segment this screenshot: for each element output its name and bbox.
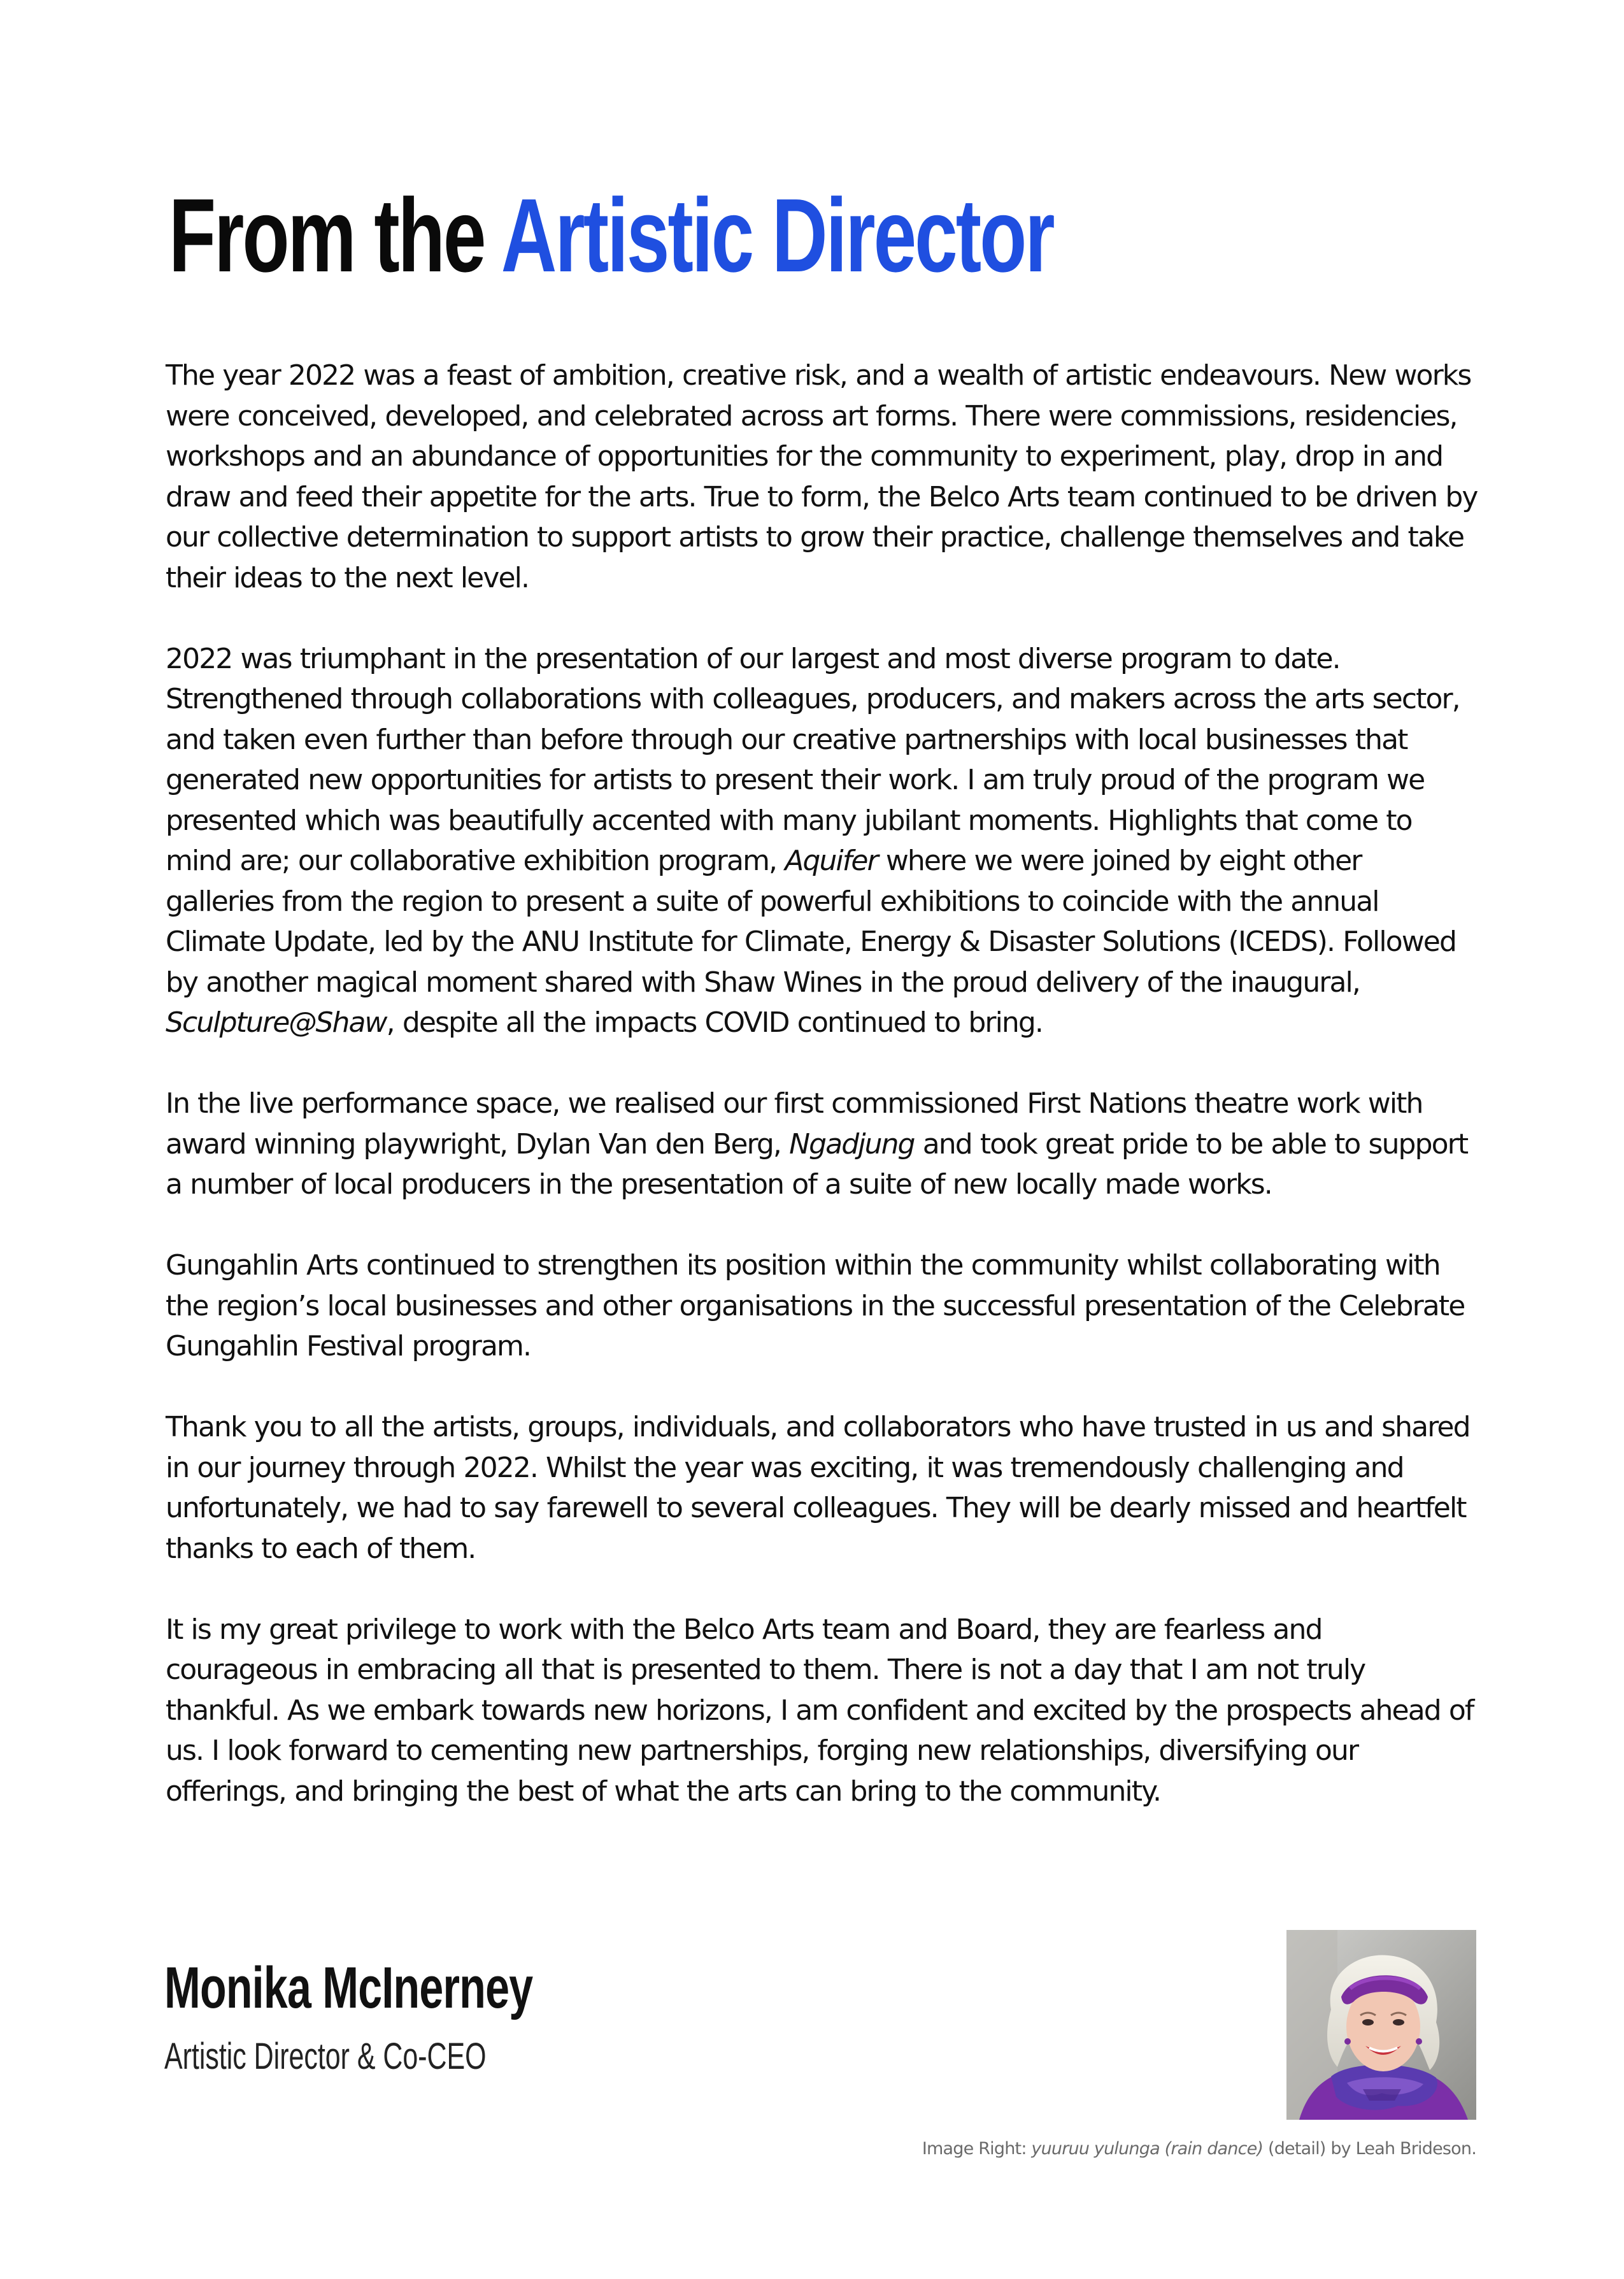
paragraph-2 — [166, 639, 1478, 1043]
paragraph-2-text-a: 2022 was triumphant in the presentation of our largest and most diverse program to date. Strengthened through collaborations with colleagues, producers, and makers across the arts sector, and taken even further than before through our creative partnerships with local businesses that generated new opportunities for artists to present their work. I am truly proud of the program we presented which was beautifully accented with many jubilant moments. Highlights that come to mind are; our collaborative exhibition program, — [166, 642, 1460, 877]
paragraph-2-italic-aquifer: Aquifer — [785, 845, 878, 877]
paragraph-2-text-c: , despite all the impacts COVID continued to bring. — [386, 1006, 1043, 1039]
letter-body — [166, 355, 1478, 1852]
signature-name: Monika McInerney — [164, 1955, 533, 2020]
image-caption — [922, 2138, 1476, 2161]
paragraph-2-italic-sculpture: Sculpture@Shaw — [166, 1006, 387, 1039]
caption-prefix: Image Right: — [922, 2139, 1027, 2159]
paragraph-3-text-a: In the live performance space, we realised our first commissioned First Nations theatre work with award winning playwright, Dylan Van den Berg, — [166, 1087, 1423, 1161]
caption-work-title: yuuruu yulunga (rain dance) — [1031, 2139, 1264, 2159]
paragraph-6: It is my great privilege to work with the Belco Arts team and Board, they are fearless and courageous in embracing all that is presented to them. There is not a day that I am not truly thankful. As we embark towards new horizons, I am confident and excited by the prospects ahead of us. I look forward to cementing new partnerships, forging new relationships, diversifying our offerings, and bringing the best of what the arts can bring to the community. — [166, 1613, 1474, 1808]
paragraph-2-text-b: where we were joined by eight other galleries from the region to present a suite of powerful exhibitions to coincide with the annual Climate Update, led by the ANU Institute for Climate, Energy & Disaster Solutions (ICEDS). Followed by another magical moment shared with Shaw Wines in the proud delivery of the inaugural, — [166, 845, 1457, 999]
paragraph-5: Thank you to all the artists, groups, individuals, and collaborators who have trusted in us and shared in our journey through 2022. Whilst the year was exciting, it was tremendously challenging and unfortunately, we had to say farewell to several colleagues. They will be dearly missed and heartfelt thanks to each of them. — [166, 1411, 1470, 1565]
title-prefix: From the — [169, 177, 485, 294]
paragraph-3-italic-ngadjung: Ngadjung — [789, 1127, 915, 1161]
portrait-illustration — [1286, 1930, 1476, 2120]
paragraph-3 — [166, 1083, 1478, 1205]
signature-role: Artistic Director & Co-CEO — [164, 2036, 487, 2077]
portrait-photo — [1286, 1930, 1476, 2120]
paragraph-1: The year 2022 was a feast of ambition, creative risk, and a wealth of artistic endeavours. New works were conceived, developed, and celebrated across art forms. There were commissions, residencies, workshops and an abundance of opportunities for the community to experiment, play, drop in and draw and feed their appetite for the arts. True to form, the Belco Arts team continued to be driven by our collective determination to support artists to grow their practice, challenge themselves and take their ideas to the next level. — [166, 359, 1478, 594]
paragraph-3-text-b: and took great pride to be able to support a number of local producers in the presentation of a suite of new locally made works. — [166, 1127, 1468, 1201]
paragraph-4: Gungahlin Arts continued to strengthen its position within the community whilst collaborating with the region’s local businesses and other organisations in the successful presentation of the Celebrate Gungahlin Festival program. — [166, 1249, 1465, 1362]
title-accent: Artistic Director — [501, 177, 1053, 294]
caption-suffix: (detail) by Leah Brideson. — [1267, 2139, 1476, 2159]
page-title — [169, 172, 1053, 299]
